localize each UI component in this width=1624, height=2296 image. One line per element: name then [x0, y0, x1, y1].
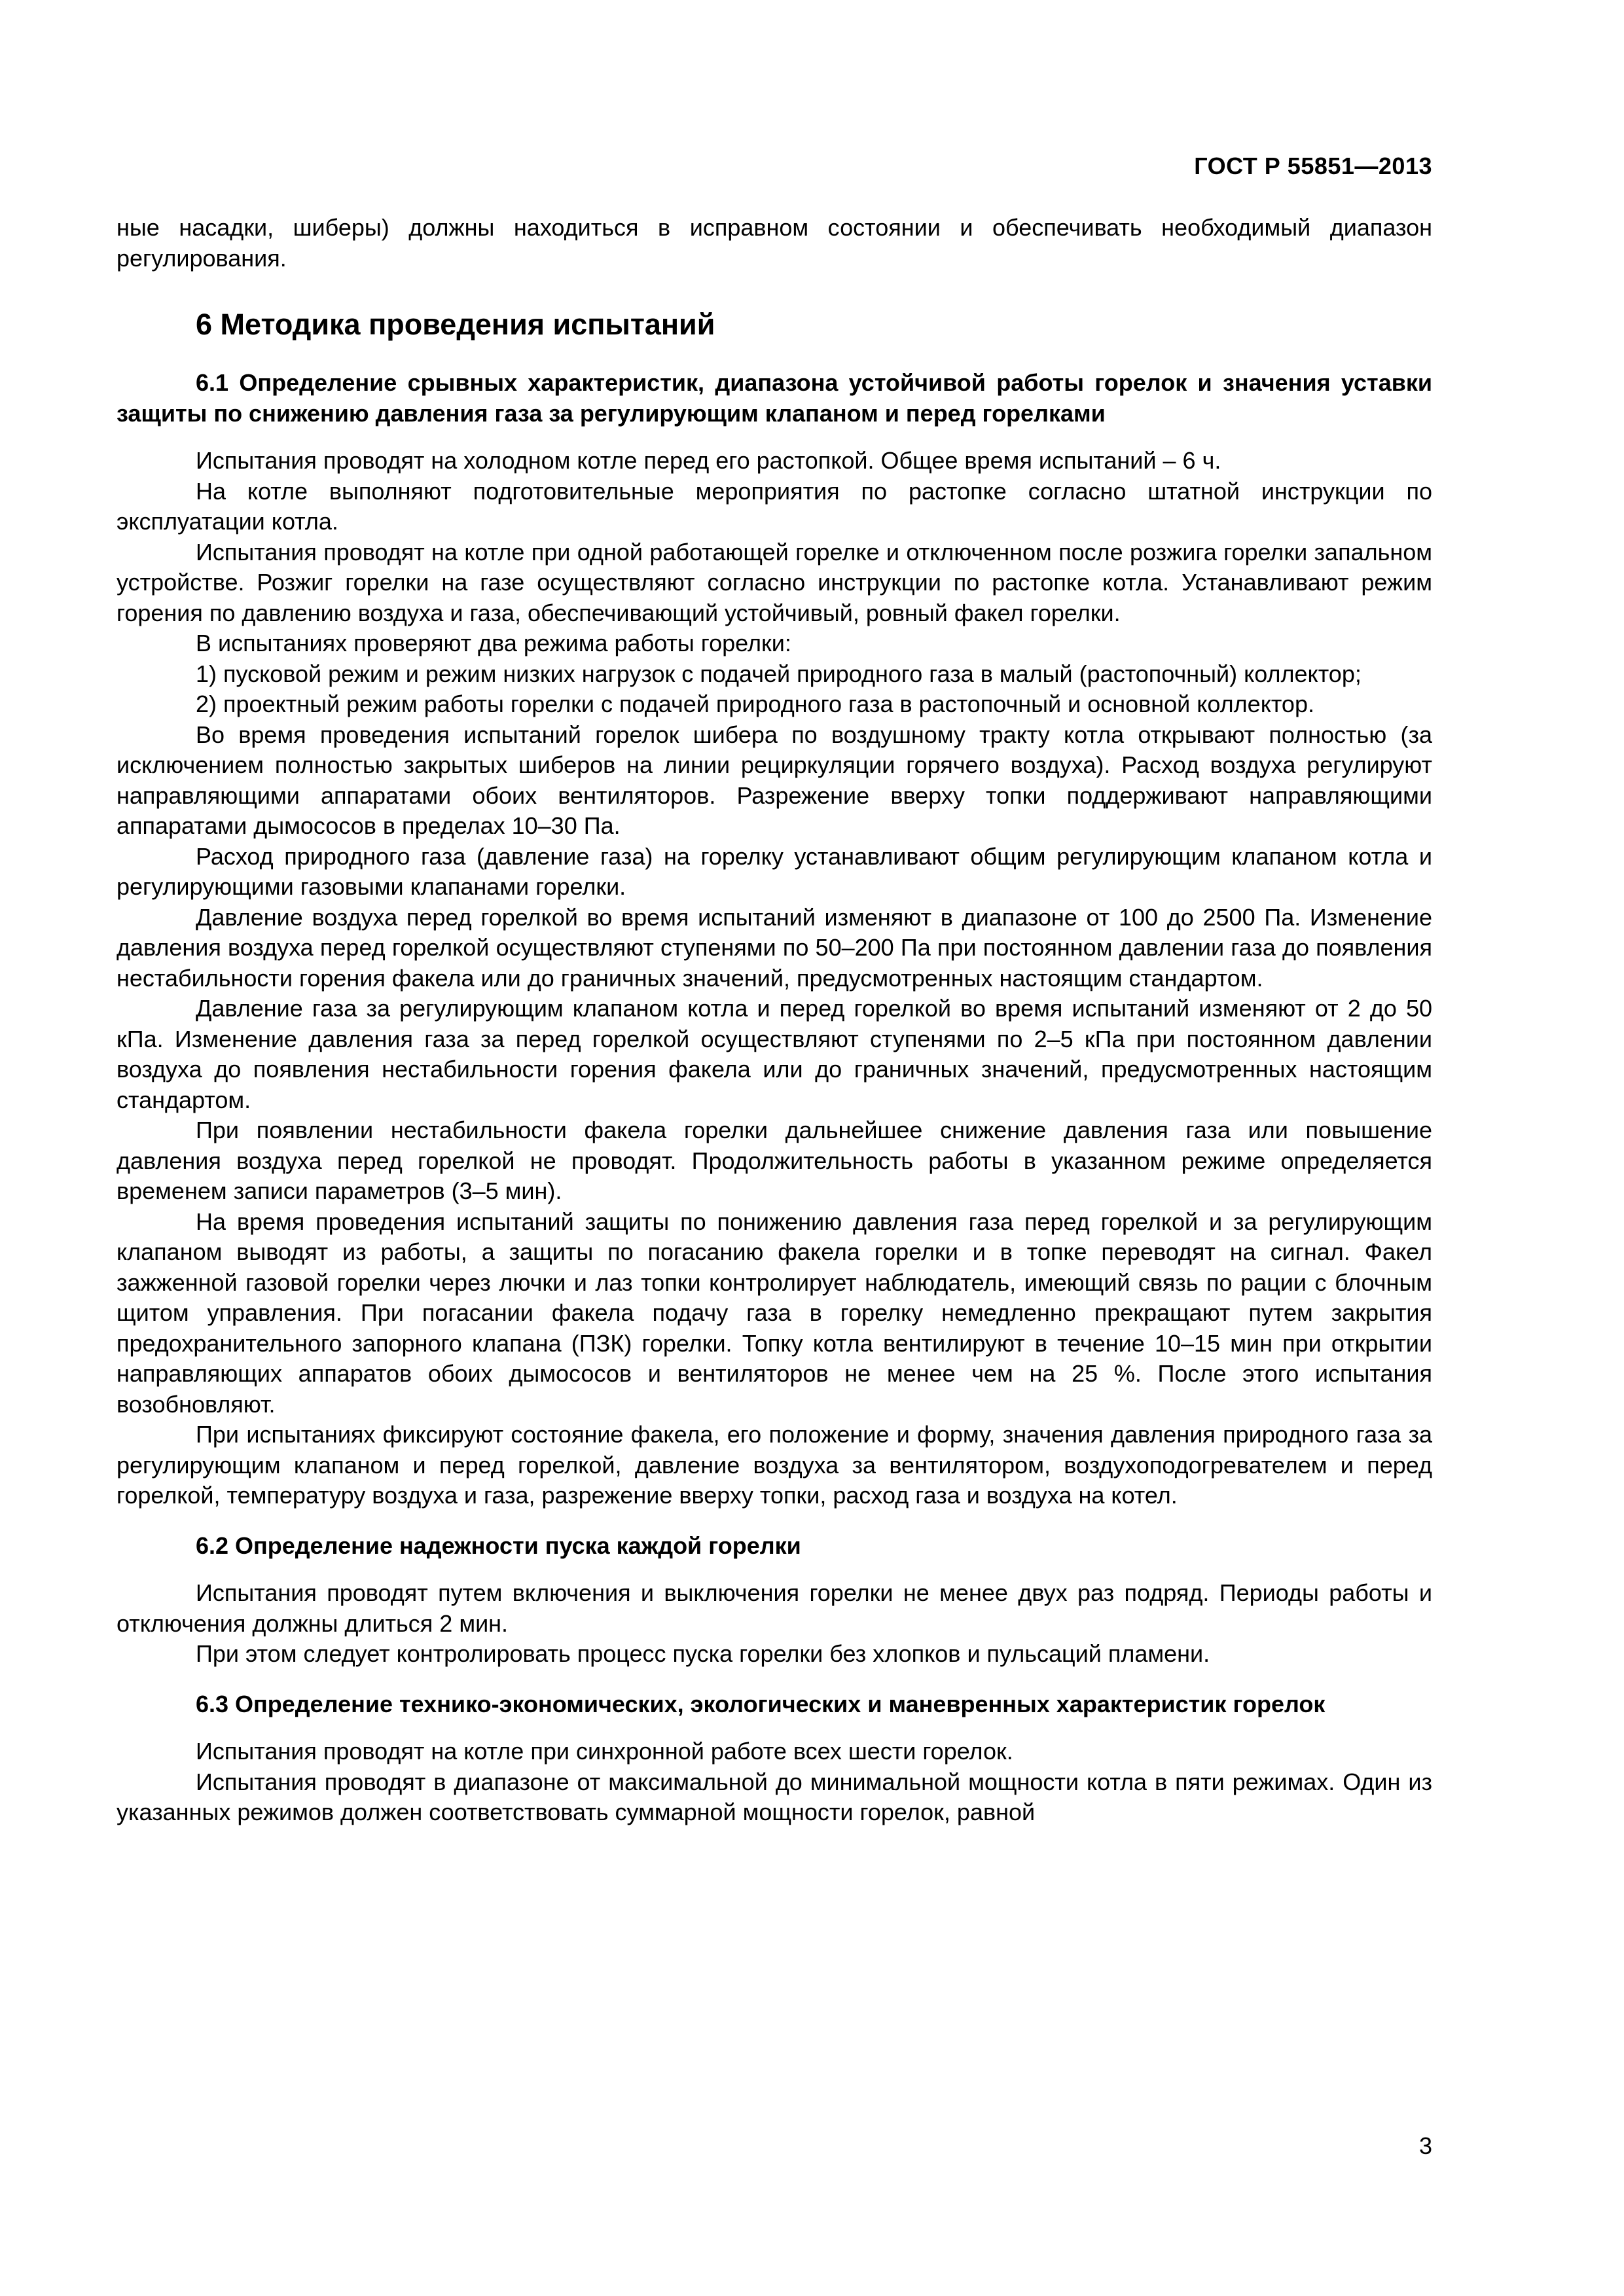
subsection-6-2-title: 6.2 Определение надежности пуска каждой горелки	[196, 1532, 801, 1559]
subsection-6-1-title: 6.1 Определение срывных характеристик, диапазона устойчивой работы горелок и значения уставки защиты по снижению давления газа за регулирующим клапаном и перед горелками	[117, 369, 1432, 427]
continuation-paragraph: ные насадки, шиберы) должны находиться в исправном состоянии и обеспечивать необходимый диапазон регулирования.	[117, 214, 1432, 272]
paragraph: Испытания проводят путем включения и выключения горелки не менее двух раз подряд. Периоды работы и отключения должны длиться 2 мин.	[117, 1579, 1432, 1637]
standard-number: ГОСТ Р 55851—2013	[1194, 152, 1432, 179]
subsection-6-3-title: 6.3 Определение технико-экономических, экологических и маневренных характеристик горелок	[196, 1690, 1326, 1717]
paragraph: Испытания проводят на холодном котле перед его растопкой. Общее время испытаний – 6 ч.	[196, 447, 1221, 474]
paragraph: Испытания проводят на котле при одной работающей горелке и отключенном после розжига горелки запальном устройстве. Розжиг горелки на газе осуществляют согласно инструкции по растопке котла. Устанавливают режим горения по давлению воздуха и газа, обеспечивающий устойчивый, ровный факел горелки.	[117, 538, 1432, 626]
paragraph: Испытания проводят на котле при синхронной работе всех шести горелок.	[196, 1738, 1013, 1765]
list-item: 2) проектный режим работы горелки с подачей природного газа в растопочный и основной коллектор.	[196, 691, 1314, 717]
paragraph: При этом следует контролировать процесс пуска горелки без хлопков и пульсаций пламени.	[196, 1640, 1210, 1667]
paragraph: При испытаниях фиксируют состояние факела, его положение и форму, значения давления природного газа за регулирующим клапаном и перед горелкой, давление воздуха за вентилятором, воздухоподогревателем и перед горелкой, температуру воздуха и газа, разрежение вверху топки, расход газа и воздуха на котел.	[117, 1421, 1432, 1509]
section-title: 6 Методика проведения испытаний	[196, 308, 715, 341]
paragraph: Расход природного газа (давление газа) на горелку устанавливают общим регулирующим клапаном котла и регулирующими газовыми клапанами горелки.	[117, 842, 1432, 900]
page-content	[117, 213, 1432, 1828]
paragraph: Давление газа за регулирующим клапаном котла и перед горелкой во время испытаний изменяют от 2 до 50 кПа. Изменение давления газа за перед горелкой осуществляют ступенями по 2–5 кПа при постоянном давлении воздуха до появления нестабильности горения факела или до граничных значений, предусмотренных настоящим стандартом.	[117, 995, 1432, 1113]
list-item: 1) пусковой режим и режим низких нагрузок с подачей природного газа в малый (растопочный) коллектор;	[196, 660, 1362, 687]
paragraph: На котле выполняют подготовительные мероприятия по растопке согласно штатной инструкции по эксплуатации котла.	[117, 477, 1432, 535]
paragraph: Испытания проводят в диапазоне от максимальной до минимальной мощности котла в пяти режимах. Один из указанных режимов должен соответствовать суммарной мощности горелок, равной	[117, 1768, 1432, 1825]
paragraph: Во время проведения испытаний горелок шибера по воздушному тракту котла открывают полностью (за исключением полностью закрытых шиберов на линии рециркуляции горячего воздуха). Расход воздуха регулируют направляющими аппаратами обоих вентиляторов. Разрежение вверху топки поддерживают направляющими аппаратами дымососов в пределах 10–30 Па.	[117, 721, 1432, 839]
page-number: 3	[1418, 2132, 1432, 2159]
paragraph: На время проведения испытаний защиты по понижению давления газа перед горелкой и за регулирующим клапаном выводят из работы, а защиты по погасанию факела горелки и в топке переводят на сигнал. Факел зажженной газовой горелки через лючки и лаз топки контролирует наблюдатель, имеющий связь по рации с блочным щитом управления. При погасании факела подачу газа в горелку немедленно прекращают путем закрытия предохранительного запорного клапана (ПЗК) горелки. Топку котла вентилируют в течение 10–15 мин при открытии направляющих аппаратов обоих дымососов и вентиляторов не менее чем на 25 %. После этого испытания возобновляют.	[117, 1208, 1432, 1418]
paragraph: Давление воздуха перед горелкой во время испытаний изменяют в диапазоне от 100 до 2500 Па. Изменение давления воздуха перед горелкой осуществляют ступенями по 50–200 Па при постоянном давлении газа до появления нестабильности горения факела или до граничных значений, предусмотренных настоящим стандартом.	[117, 903, 1432, 992]
paragraph: При появлении нестабильности факела горелки дальнейшее снижение давления газа или повышение давления воздуха перед горелкой не проводят. Продолжительность работы в указанном режиме определяется временем записи параметров (3–5 мин).	[117, 1117, 1432, 1204]
paragraph: В испытаниях проверяют два режима работы горелки:	[196, 630, 791, 656]
